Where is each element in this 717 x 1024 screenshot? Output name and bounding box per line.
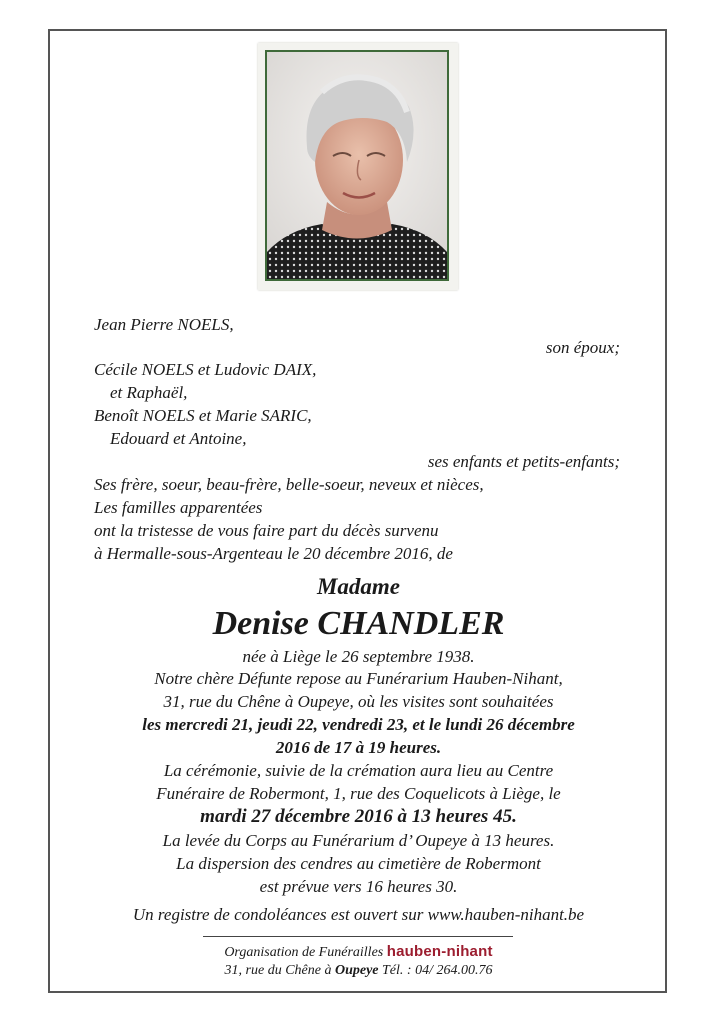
ashes-line: La dispersion des cendres au cimetière de Robermont <box>176 854 541 873</box>
birth-line: née à Liège le 26 septembre 1938. <box>242 647 475 666</box>
ceremony-line: La cérémonie, suivie de la crémation aura lieu au Centre <box>163 761 554 780</box>
family-line-grandchild-2: Edouard et Antoine, <box>110 429 247 448</box>
family-line-siblings: Ses frère, soeur, beau-frère, belle-soeur, neveux et nièces, <box>94 475 484 494</box>
family-line-place-date: à Hermalle-sous-Argenteau le 20 décembre 2016, de <box>94 544 453 563</box>
deceased-title: Madame <box>316 574 401 599</box>
condolences-line: Un registre de condoléances est ouvert sur www.hauben-nihant.be <box>132 905 585 924</box>
family-line-role-children: ses enfants et petits-enfants; <box>427 452 620 471</box>
footer-address <box>60 961 657 981</box>
deceased-name: Denise CHANDLER <box>212 605 505 642</box>
family-line-relatives: Les familles apparentées <box>94 498 263 517</box>
family-line-grandchild-1: et Raphaël, <box>110 383 188 402</box>
family-line-role-spouse: son époux; <box>545 338 620 357</box>
ceremony-location-line: Funéraire de Robermont, 1, rue des Coquelicots à Liège, le <box>156 784 561 803</box>
family-line-husband: Jean Pierre NOELS, <box>94 315 234 334</box>
visit-days-line: les mercredi 21, jeudi 22, vendredi 23, et le lundi 26 décembre <box>142 715 575 734</box>
family-line-announcement: ont la tristesse de vous faire part du décès survenu <box>94 521 439 540</box>
footer-address-street: 31, rue du Chêne à <box>224 963 332 978</box>
brand-logo: hauben-nihant <box>386 943 493 960</box>
ceremony-date-line: mardi 27 décembre 2016 à 13 heures 45. <box>200 806 517 827</box>
ashes-time-line: est prévue vers 16 heures 30. <box>259 877 458 896</box>
footer-organisation <box>60 942 657 963</box>
footer-org-label: Organisation de Funérailles <box>224 945 384 960</box>
footer-divider <box>203 936 513 937</box>
funeral-home-line: Notre chère Défunte repose au Funérarium Hauben-Nihant, <box>154 669 563 688</box>
footer-address-town: Oupeye <box>334 963 379 978</box>
portrait-photo-icon <box>267 52 447 279</box>
levee-line: La levée du Corps au Funérarium d’ Oupeye à 13 heures. <box>162 831 555 850</box>
portrait-photo <box>265 50 449 281</box>
family-line-child-2: Benoît NOELS et Marie SARIC, <box>94 406 312 425</box>
address-visits-line: 31, rue du Chêne à Oupeye, où les visites sont souhaitées <box>163 692 554 711</box>
family-line-child-1: Cécile NOELS et Ludovic DAIX, <box>94 360 317 379</box>
visit-hours-line: 2016 de 17 à 19 heures. <box>275 738 442 757</box>
photo-mat <box>258 43 458 290</box>
footer-phone: Tél. : 04/ 264.00.76 <box>382 963 493 978</box>
